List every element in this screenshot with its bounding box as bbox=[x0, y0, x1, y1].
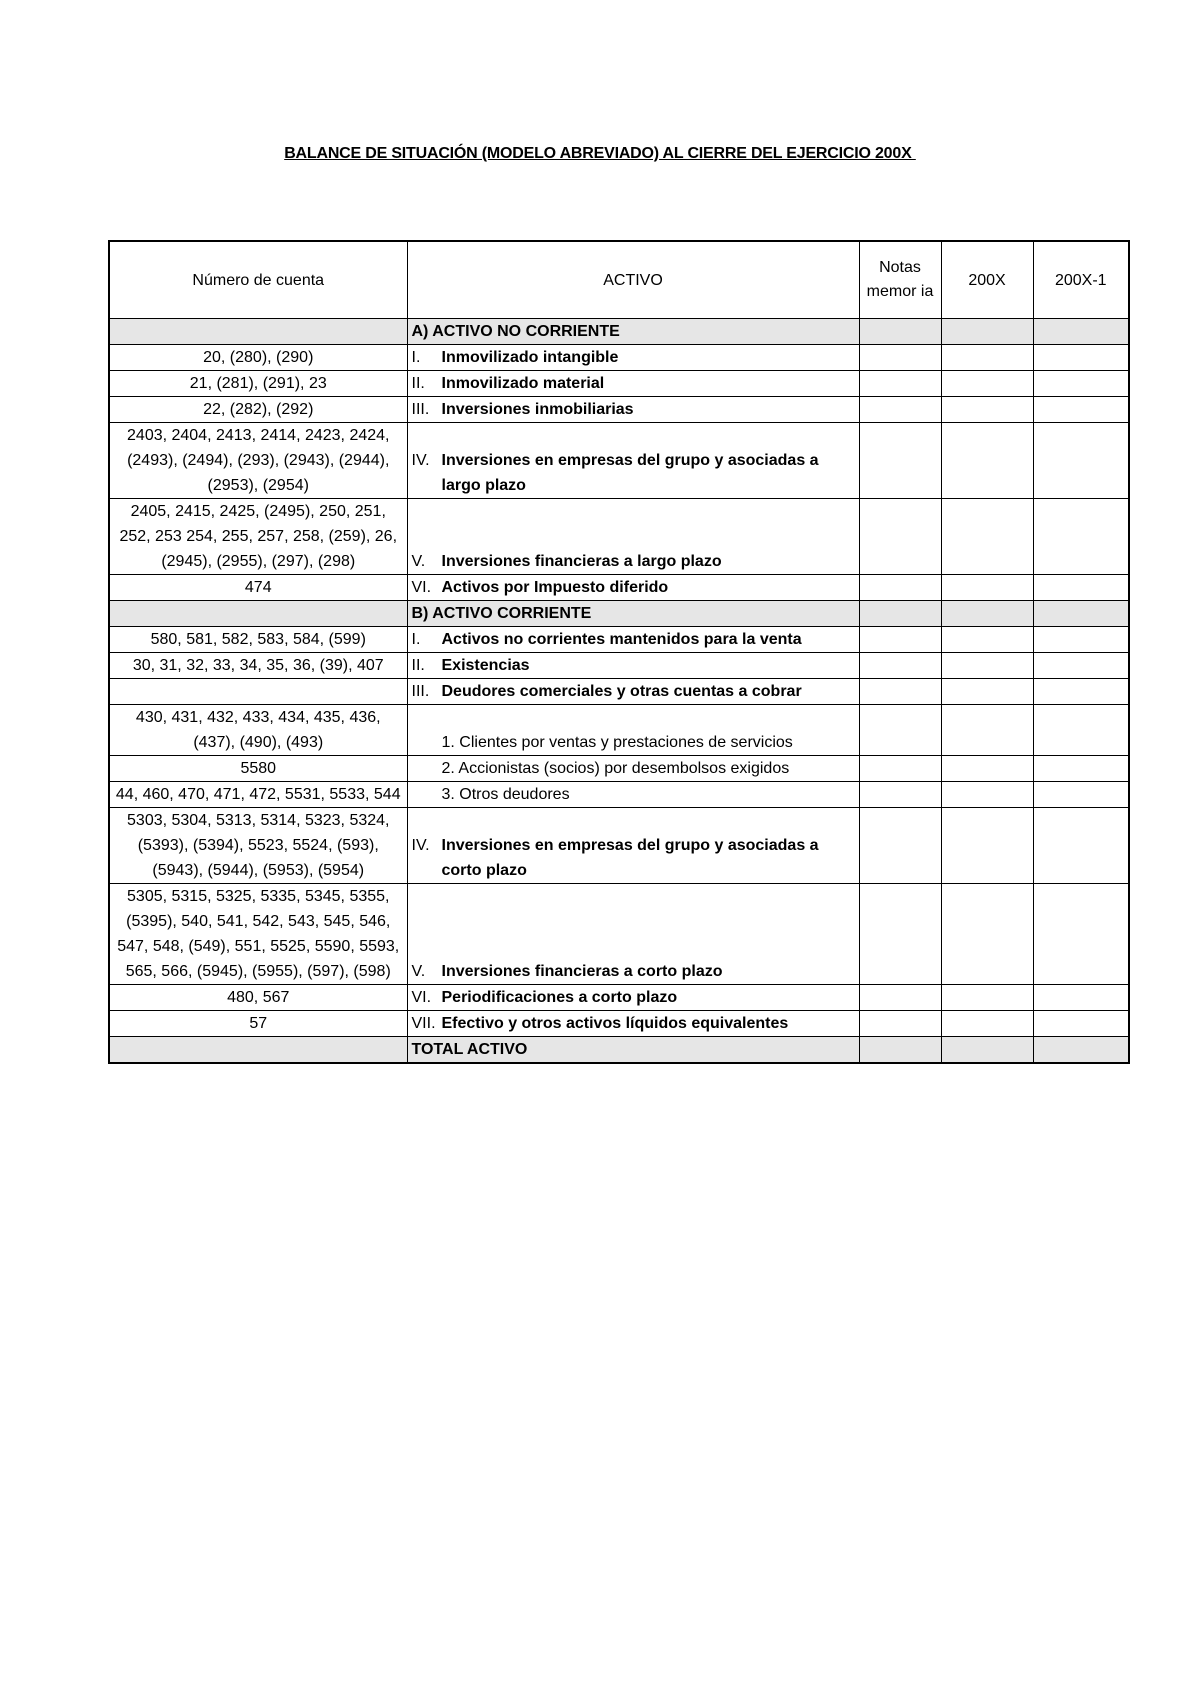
cell-notas bbox=[859, 319, 941, 345]
cell-prev-year bbox=[1033, 1011, 1129, 1037]
cell-prev-year bbox=[1033, 705, 1129, 756]
item-label: Inversiones en empresas del grupo y asociadas a largo plazo bbox=[441, 452, 819, 494]
cell-activo-label bbox=[407, 1011, 859, 1037]
cell-year bbox=[941, 397, 1033, 423]
table-row bbox=[109, 679, 1129, 705]
header-year: 200X bbox=[941, 241, 1033, 319]
header-activo: ACTIVO bbox=[407, 241, 859, 319]
cell-account-numbers: 430, 431, 432, 433, 434, 435, 436, (437), (490), (493) bbox=[109, 705, 407, 756]
cell-year bbox=[941, 756, 1033, 782]
roman-numeral: V. bbox=[411, 553, 426, 570]
table-row bbox=[109, 808, 1129, 884]
cell-notas bbox=[859, 705, 941, 756]
cell-prev-year bbox=[1033, 653, 1129, 679]
cell-notas bbox=[859, 345, 941, 371]
cell-prev-year bbox=[1033, 601, 1129, 627]
cell-prev-year bbox=[1033, 808, 1129, 884]
cell-prev-year bbox=[1033, 371, 1129, 397]
cell-notas bbox=[859, 1037, 941, 1064]
cell-account-numbers: 480, 567 bbox=[109, 985, 407, 1011]
cell-year bbox=[941, 601, 1033, 627]
roman-numeral: VII. bbox=[411, 1015, 436, 1032]
roman-numeral: III. bbox=[411, 683, 430, 700]
cell-activo-label bbox=[407, 627, 859, 653]
cell-prev-year bbox=[1033, 884, 1129, 985]
cell-account-numbers: 21, (281), (291), 23 bbox=[109, 371, 407, 397]
cell-account-numbers: 30, 31, 32, 33, 34, 35, 36, (39), 407 bbox=[109, 653, 407, 679]
table-row bbox=[109, 627, 1129, 653]
cell-activo-label bbox=[407, 345, 859, 371]
document-title: BALANCE DE SITUACIÓN (MODELO ABREVIADO) AL CIERRE DEL EJERCICIO 200X bbox=[284, 145, 916, 162]
balance-table bbox=[108, 240, 1130, 1064]
item-label: Inversiones en empresas del grupo y asociadas a corto plazo bbox=[441, 837, 819, 879]
item-label: Deudores comerciales y otras cuentas a cobrar bbox=[441, 683, 802, 700]
item-label: Inversiones financieras a corto plazo bbox=[441, 963, 723, 980]
header-notas: Notas memor ia bbox=[859, 241, 941, 319]
cell-notas bbox=[859, 601, 941, 627]
table-row bbox=[109, 397, 1129, 423]
cell-account-numbers: 20, (280), (290) bbox=[109, 345, 407, 371]
cell-account-numbers: 2403, 2404, 2413, 2414, 2423, 2424, (2493), (2494), (293), (2943), (2944), (2953), (2954) bbox=[109, 423, 407, 499]
item-label: Inmovilizado material bbox=[441, 375, 605, 392]
cell-account-numbers: 57 bbox=[109, 1011, 407, 1037]
cell-prev-year bbox=[1033, 499, 1129, 575]
cell-account-numbers: 580, 581, 582, 583, 584, (599) bbox=[109, 627, 407, 653]
table-row bbox=[109, 1011, 1129, 1037]
cell-year bbox=[941, 782, 1033, 808]
sub-item-label: 3. Otros deudores bbox=[441, 786, 570, 803]
cell-prev-year bbox=[1033, 345, 1129, 371]
cell-activo-label bbox=[407, 1037, 859, 1064]
cell-notas bbox=[859, 679, 941, 705]
table-row bbox=[109, 782, 1129, 808]
roman-numeral: V. bbox=[411, 963, 426, 980]
table-section-row bbox=[109, 601, 1129, 627]
cell-account-numbers: 44, 460, 470, 471, 472, 5531, 5533, 544 bbox=[109, 782, 407, 808]
cell-year bbox=[941, 985, 1033, 1011]
table-row bbox=[109, 423, 1129, 499]
table-row bbox=[109, 756, 1129, 782]
item-label: Inversiones financieras a largo plazo bbox=[441, 553, 722, 570]
cell-prev-year bbox=[1033, 756, 1129, 782]
cell-notas bbox=[859, 782, 941, 808]
table-row bbox=[109, 371, 1129, 397]
table-row bbox=[109, 884, 1129, 985]
item-label: Inversiones inmobiliarias bbox=[441, 401, 634, 418]
cell-activo-label bbox=[407, 575, 859, 601]
cell-notas bbox=[859, 808, 941, 884]
table-row bbox=[109, 653, 1129, 679]
item-label: Efectivo y otros activos líquidos equivalentes bbox=[441, 1015, 789, 1032]
cell-activo-label bbox=[407, 397, 859, 423]
cell-activo-label bbox=[407, 705, 859, 756]
cell-notas bbox=[859, 756, 941, 782]
roman-numeral: VI. bbox=[411, 579, 432, 596]
cell-account-numbers: 5305, 5315, 5325, 5335, 5345, 5355, (5395), 540, 541, 542, 543, 545, 546, 547, 548, (549), 551, 5525, 5590, 5593, 565, 566, (5945), (5955), (597), (598) bbox=[109, 884, 407, 985]
cell-account-numbers: 5580 bbox=[109, 756, 407, 782]
cell-notas bbox=[859, 575, 941, 601]
cell-notas bbox=[859, 985, 941, 1011]
cell-notas bbox=[859, 627, 941, 653]
cell-prev-year bbox=[1033, 985, 1129, 1011]
table-row bbox=[109, 705, 1129, 756]
cell-activo-label bbox=[407, 782, 859, 808]
cell-account-numbers bbox=[109, 1037, 407, 1064]
cell-activo-label bbox=[407, 756, 859, 782]
cell-activo-label bbox=[407, 653, 859, 679]
item-label: Existencias bbox=[441, 657, 530, 674]
section-label: A) ACTIVO NO CORRIENTE bbox=[411, 323, 620, 340]
roman-numeral: II. bbox=[411, 375, 425, 392]
cell-year bbox=[941, 575, 1033, 601]
sub-item-label: 1. Clientes por ventas y prestaciones de servicios bbox=[441, 734, 793, 751]
section-label: TOTAL ACTIVO bbox=[411, 1041, 528, 1058]
cell-activo-label bbox=[407, 371, 859, 397]
cell-prev-year bbox=[1033, 782, 1129, 808]
cell-year bbox=[941, 371, 1033, 397]
cell-activo-label bbox=[407, 601, 859, 627]
cell-account-numbers: 2405, 2415, 2425, (2495), 250, 251, 252, 253 254, 255, 257, 258, (259), 26, (2945), (2955), (297), (298) bbox=[109, 499, 407, 575]
item-label: Inmovilizado intangible bbox=[441, 349, 619, 366]
table-section-row bbox=[109, 1037, 1129, 1064]
header-prev-year: 200X-1 bbox=[1033, 241, 1129, 319]
item-label: Periodificaciones a corto plazo bbox=[441, 989, 678, 1006]
roman-numeral: IV. bbox=[411, 837, 430, 854]
cell-account-numbers bbox=[109, 319, 407, 345]
table-row bbox=[109, 575, 1129, 601]
cell-account-numbers bbox=[109, 679, 407, 705]
cell-prev-year bbox=[1033, 575, 1129, 601]
cell-notas bbox=[859, 423, 941, 499]
cell-activo-label bbox=[407, 679, 859, 705]
cell-year bbox=[941, 653, 1033, 679]
cell-year bbox=[941, 1037, 1033, 1064]
cell-prev-year bbox=[1033, 423, 1129, 499]
roman-numeral: I. bbox=[411, 349, 421, 366]
cell-activo-label bbox=[407, 808, 859, 884]
cell-notas bbox=[859, 499, 941, 575]
cell-notas bbox=[859, 1011, 941, 1037]
cell-prev-year bbox=[1033, 319, 1129, 345]
item-label: Activos por Impuesto diferido bbox=[441, 579, 669, 596]
cell-year bbox=[941, 884, 1033, 985]
table-row bbox=[109, 345, 1129, 371]
item-label: Activos no corrientes mantenidos para la venta bbox=[441, 631, 802, 648]
cell-year bbox=[941, 499, 1033, 575]
cell-year bbox=[941, 345, 1033, 371]
cell-year bbox=[941, 679, 1033, 705]
roman-numeral: IV. bbox=[411, 452, 430, 469]
cell-activo-label bbox=[407, 499, 859, 575]
roman-numeral: III. bbox=[411, 401, 430, 418]
cell-activo-label bbox=[407, 319, 859, 345]
cell-notas bbox=[859, 884, 941, 985]
cell-activo-label bbox=[407, 884, 859, 985]
table-section-row bbox=[109, 319, 1129, 345]
cell-prev-year bbox=[1033, 1037, 1129, 1064]
roman-numeral: VI. bbox=[411, 989, 432, 1006]
table-row bbox=[109, 985, 1129, 1011]
cell-year bbox=[941, 319, 1033, 345]
cell-notas bbox=[859, 371, 941, 397]
section-label: B) ACTIVO CORRIENTE bbox=[411, 605, 592, 622]
cell-activo-label bbox=[407, 423, 859, 499]
cell-account-numbers bbox=[109, 601, 407, 627]
cell-prev-year bbox=[1033, 627, 1129, 653]
cell-year bbox=[941, 1011, 1033, 1037]
cell-notas bbox=[859, 397, 941, 423]
cell-year bbox=[941, 423, 1033, 499]
header-cuenta: Número de cuenta bbox=[109, 241, 407, 319]
table-body bbox=[109, 319, 1129, 1064]
cell-prev-year bbox=[1033, 397, 1129, 423]
cell-account-numbers: 22, (282), (292) bbox=[109, 397, 407, 423]
cell-year bbox=[941, 705, 1033, 756]
sub-item-label: 2. Accionistas (socios) por desembolsos exigidos bbox=[441, 760, 790, 777]
table-row bbox=[109, 499, 1129, 575]
table-header-row bbox=[109, 241, 1129, 319]
roman-numeral: I. bbox=[411, 631, 421, 648]
cell-notas bbox=[859, 653, 941, 679]
cell-account-numbers: 5303, 5304, 5313, 5314, 5323, 5324, (5393), (5394), 5523, 5524, (593), (5943), (5944), (5953), (5954) bbox=[109, 808, 407, 884]
roman-numeral: II. bbox=[411, 657, 425, 674]
cell-activo-label bbox=[407, 985, 859, 1011]
cell-account-numbers: 474 bbox=[109, 575, 407, 601]
cell-prev-year bbox=[1033, 679, 1129, 705]
cell-year bbox=[941, 627, 1033, 653]
cell-year bbox=[941, 808, 1033, 884]
